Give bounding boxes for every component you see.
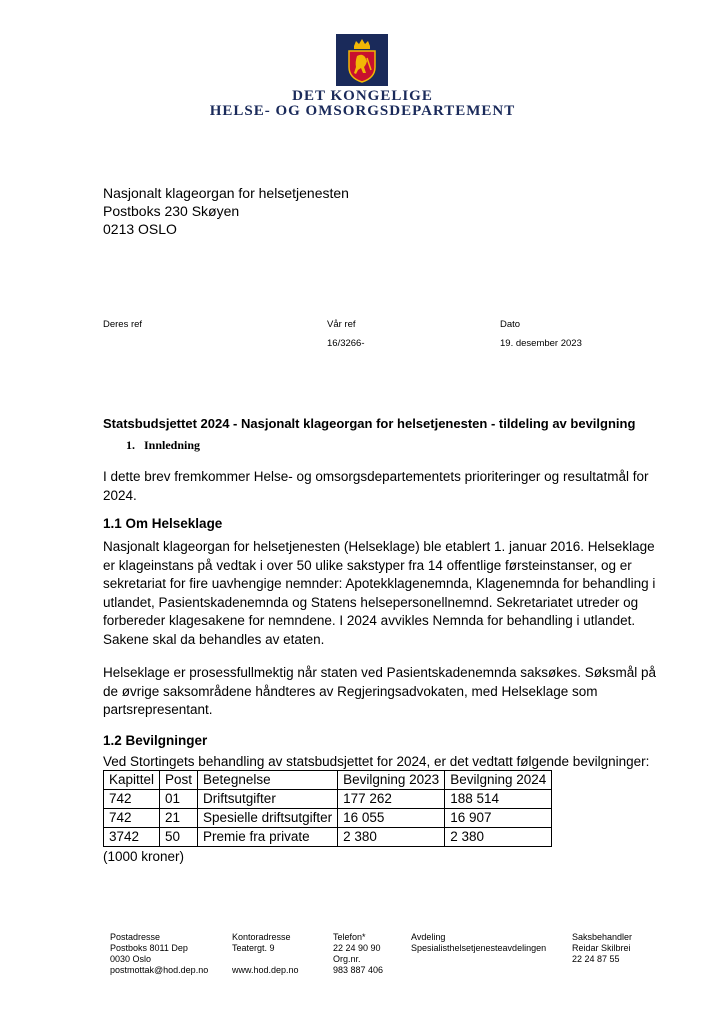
footer-kontoradresse bbox=[232, 932, 299, 976]
table-cell: Driftsutgifter bbox=[198, 790, 338, 809]
paragraph-line: I dette brev fremkommer Helse- og omsorgsdepartementets prioriteringer og resultatmål for bbox=[103, 469, 649, 484]
footer-telefon bbox=[333, 932, 383, 976]
footer-line: 22 24 90 90 bbox=[333, 943, 381, 953]
table-header-cell: Bevilgning 2023 bbox=[338, 771, 445, 790]
recipient-line: 0213 OSLO bbox=[103, 221, 177, 237]
paragraph-line: Sakene skal da behandles av etaten. bbox=[103, 631, 325, 647]
paragraph-line: er klageinstans på vedtak i over 50 ulike sakstyper fra 14 offentlige førsteinstanser, og er bbox=[103, 557, 632, 573]
table-cell: 3742 bbox=[104, 828, 160, 847]
norwegian-royal-lion-crest-icon bbox=[336, 34, 388, 86]
footer-saksbehandler bbox=[572, 932, 632, 965]
footer-line: Avdeling bbox=[411, 932, 446, 942]
section-heading-om-helseklage: 1.1 Om Helseklage bbox=[103, 516, 223, 531]
table-header-cell: Betegnelse bbox=[198, 771, 338, 790]
bevilgninger-intro: Ved Stortingets behandling av statsbudsjettet for 2024, er det vedtatt følgende bevilgninger: bbox=[103, 754, 650, 769]
footer-line: Saksbehandler bbox=[572, 932, 633, 942]
recipient-line: Postboks 230 Skøyen bbox=[103, 203, 240, 219]
om-helseklage-paragraph-1 bbox=[103, 538, 663, 649]
recipient-line: Nasjonalt klageorgan for helsetjenesten bbox=[103, 185, 349, 201]
paragraph-line: forbereder klagesakene for nemndene. I 2024 avvikles Nemnda for behandling i utlandet. bbox=[103, 613, 636, 628]
table-cell: Premie fra private bbox=[198, 828, 338, 847]
dato-label: Dato bbox=[500, 319, 521, 330]
dato-value: 19. desember 2023 bbox=[500, 338, 582, 349]
recipient-address bbox=[103, 184, 349, 238]
department-name-line2: HELSE- OG OMSORGSDEPARTEMENT bbox=[209, 103, 516, 119]
footer-line: Kontoradresse bbox=[232, 932, 291, 942]
table-header-cell: Kapittel bbox=[104, 771, 160, 790]
footer-line: 0030 Oslo bbox=[110, 954, 152, 964]
paragraph-line: partsrepresentant. bbox=[103, 702, 213, 717]
table-header-cell: Post bbox=[160, 771, 198, 790]
footer-line: 22 24 87 55 bbox=[572, 954, 620, 964]
paragraph-line: Nasjonalt klageorgan for helsetjenesten (Helseklage) ble etablert 1. januar 2016. Helseklage bbox=[103, 539, 655, 554]
table-cell: 2 380 bbox=[445, 828, 552, 847]
var-ref-label: Vår ref bbox=[327, 319, 356, 330]
intro-heading: 1. Innledning bbox=[126, 438, 201, 452]
footer-line: Postadresse bbox=[110, 932, 161, 942]
intro-paragraph bbox=[103, 468, 663, 505]
footer-line: Telefon* bbox=[333, 932, 366, 942]
table-cell: 01 bbox=[160, 790, 198, 809]
letter-title: Statsbudsjettet 2024 - Nasjonalt klageorgan for helsetjenesten - tildeling av bevilgning bbox=[103, 416, 636, 431]
table-row bbox=[104, 828, 552, 847]
footer-line: Spesialisthelsetjenesteavdelingen bbox=[411, 943, 547, 953]
paragraph-line: 2024. bbox=[103, 487, 137, 503]
table-cell: 21 bbox=[160, 809, 198, 828]
footer-line: Reidar Skilbrei bbox=[572, 943, 631, 953]
footer-line: Org.nr. bbox=[333, 954, 361, 964]
footer-line: Postboks 8011 Dep bbox=[110, 943, 188, 953]
table-row bbox=[104, 790, 552, 809]
unit-note: (1000 kroner) bbox=[103, 849, 185, 864]
table-row bbox=[104, 809, 552, 828]
table-header-cell: Bevilgning 2024 bbox=[445, 771, 552, 790]
footer-line bbox=[232, 954, 299, 965]
section-heading-bevilgninger: 1.2 Bevilgninger bbox=[103, 733, 208, 748]
om-helseklage-paragraph-2 bbox=[103, 664, 663, 720]
footer-website: www.hod.dep.no bbox=[232, 965, 299, 975]
table-cell: 16 055 bbox=[338, 809, 445, 828]
table-cell: 188 514 bbox=[445, 790, 552, 809]
paragraph-line: Helseklage er prosessfullmektig når staten ved Pasientskadenemnda saksøkes. Søksmål på bbox=[103, 665, 657, 680]
table-cell: 177 262 bbox=[338, 790, 445, 809]
table-cell: 2 380 bbox=[338, 828, 445, 847]
table-cell: 742 bbox=[104, 809, 160, 828]
bevilgninger-table bbox=[103, 770, 552, 847]
deres-ref-label: Deres ref bbox=[103, 319, 143, 330]
table-cell: 16 907 bbox=[445, 809, 552, 828]
paragraph-line: de øvrige saksområdene håndteres av Regjeringsadvokaten, med Helseklage som bbox=[103, 683, 598, 699]
table-cell: 742 bbox=[104, 790, 160, 809]
table-cell: 50 bbox=[160, 828, 198, 847]
var-ref-value: 16/3266- bbox=[327, 338, 365, 349]
paragraph-line: sekretariat for fire uavhengige nemnder: Apotekklagenemnda, Klagenemnda for behandling i bbox=[103, 576, 656, 591]
footer-line: Teatergt. 9 bbox=[232, 943, 275, 953]
footer-postadresse bbox=[110, 932, 208, 976]
table-cell: Spesielle driftsutgifter bbox=[198, 809, 338, 828]
footer-email: postmottak@hod.dep.no bbox=[110, 965, 209, 975]
footer-avdeling bbox=[411, 932, 546, 954]
department-name-line1: DET KONGELIGE bbox=[292, 88, 433, 104]
footer-line: 983 887 406 bbox=[333, 965, 384, 975]
table-header-row bbox=[104, 771, 552, 790]
paragraph-line: utlandet, Pasientskadenemnda og Statens helsepersonellnemnd. Sekretariatet utreder og bbox=[103, 594, 639, 610]
